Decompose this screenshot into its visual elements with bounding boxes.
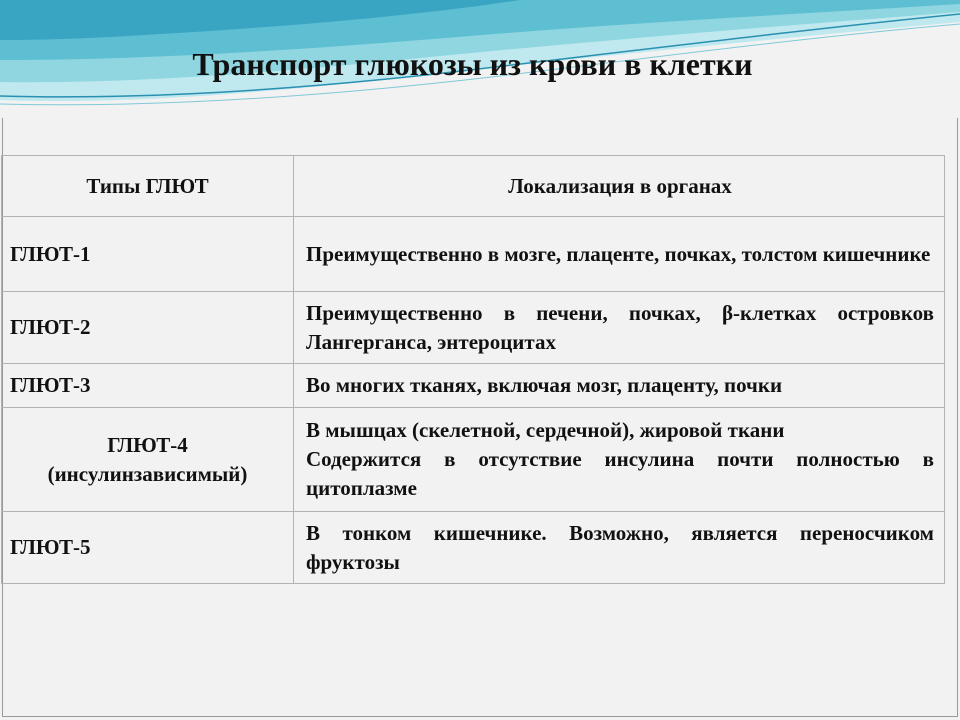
localization-text: В мышцах (скелетной, сердечной), жировой ткани (306, 418, 785, 442)
localization-cell: Преимущественно в печени, почках, β-клетках островков Лангерганса, энтероцитах (294, 292, 945, 364)
glut-type-cell (2, 408, 294, 512)
localization-extra-text: Содержится в отсутствие инсулина почти полностью в цитоплазме (306, 447, 934, 500)
table-row (2, 364, 945, 408)
header-glut-types: Типы ГЛЮТ (2, 156, 294, 217)
localization-cell (294, 408, 945, 512)
localization-cell: Преимущественно в мозге, плаценте, почках, толстом кишечнике (294, 217, 945, 292)
header-organ-localization: Локализация в органах (294, 156, 945, 217)
glut-type-cell: ГЛЮТ-5 (2, 512, 294, 584)
table-row (2, 292, 945, 364)
table-row (2, 408, 945, 512)
localization-cell: В тонком кишечнике. Возможно, является переносчиком фруктозы (294, 512, 945, 584)
glut-type-note: (инсулинзависимый) (47, 461, 248, 486)
localization-cell: Во многих тканях, включая мозг, плаценту, почки (294, 364, 945, 408)
slide-title: Транспорт глюкозы из крови в клетки (192, 46, 753, 82)
table-row (2, 217, 945, 292)
glut-table (1, 155, 945, 584)
glut-type-cell: ГЛЮТ-2 (2, 292, 294, 364)
glut-type-cell: ГЛЮТ-1 (2, 217, 294, 292)
table-row (2, 512, 945, 584)
glut-type-cell: ГЛЮТ-3 (2, 364, 294, 408)
table-header-row (2, 156, 945, 217)
glut-type-name: ГЛЮТ-4 (107, 432, 188, 457)
